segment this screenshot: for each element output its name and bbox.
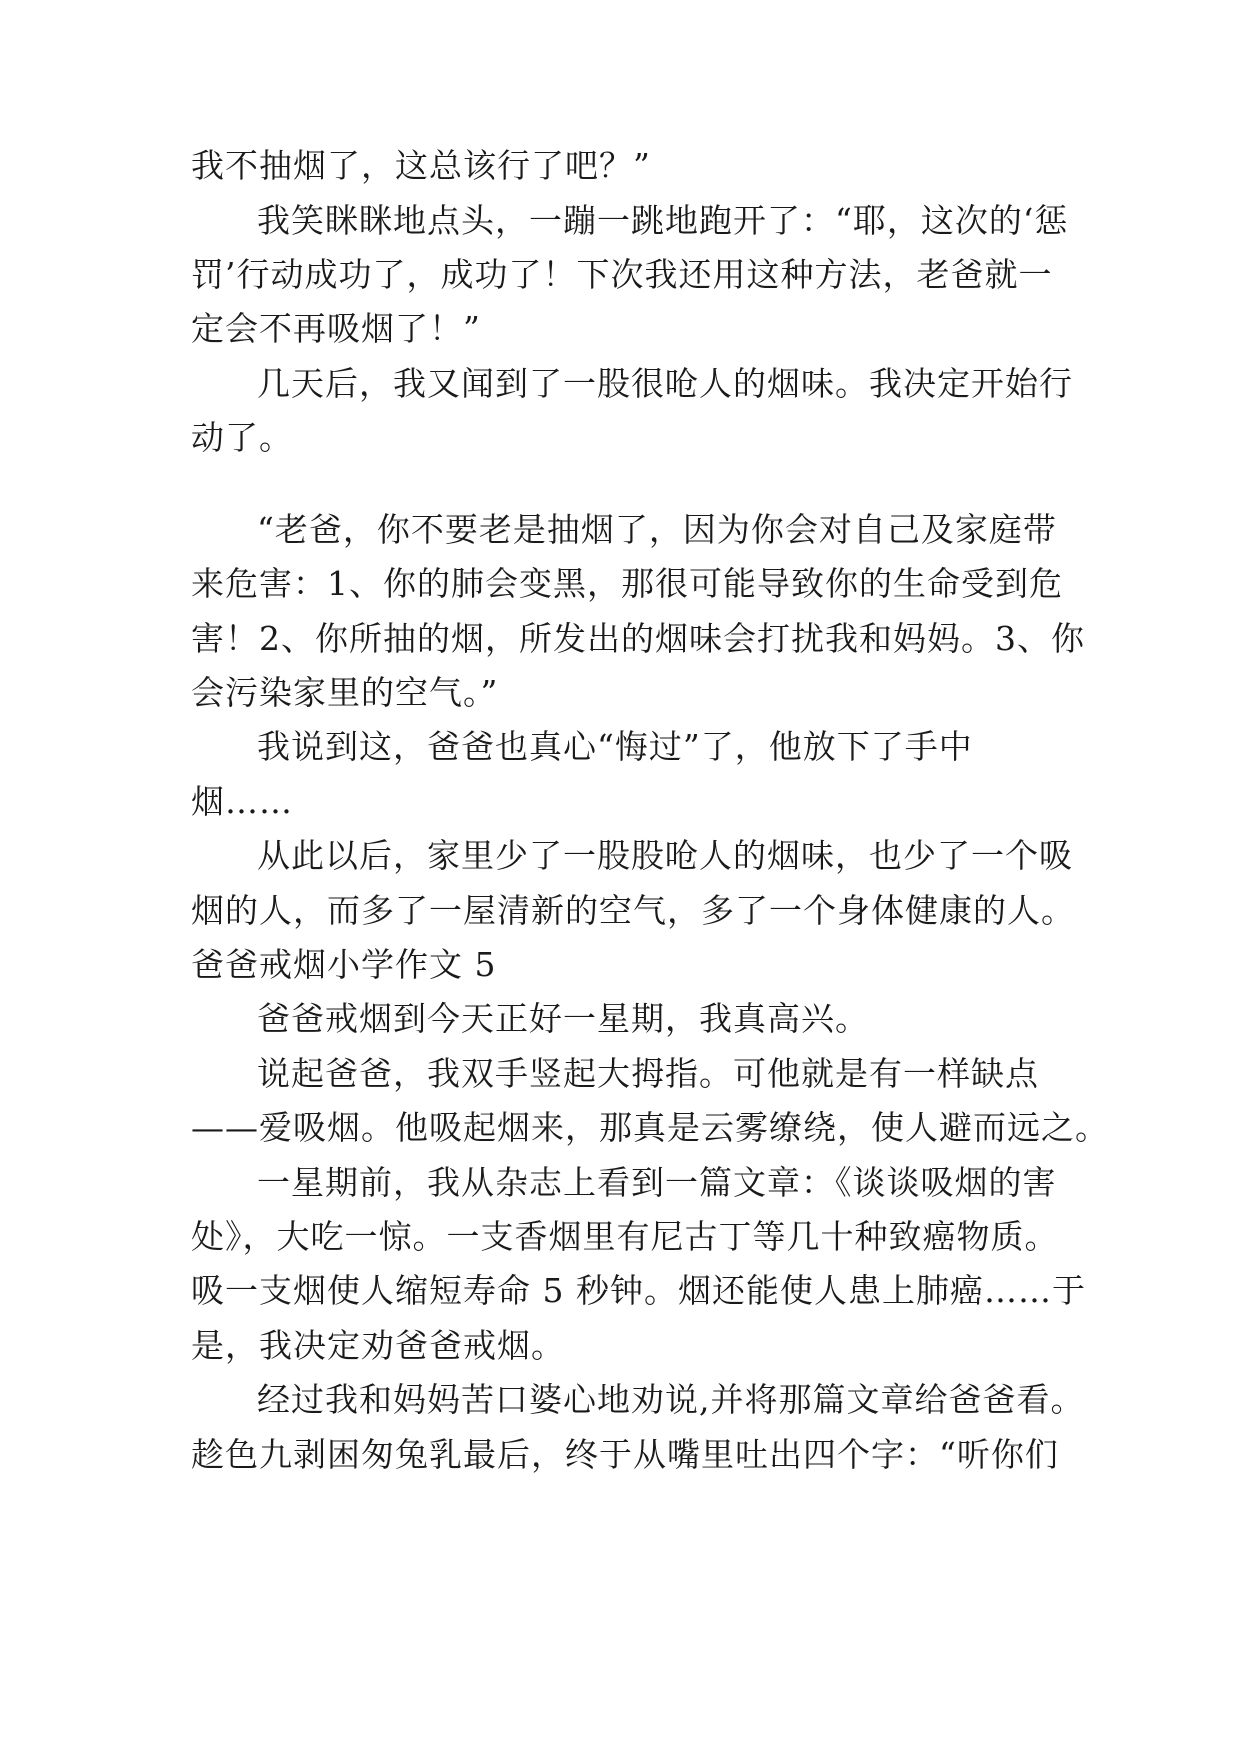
text-line: 从此以后，家里少了一股股呛人的烟味，也少了一个吸: [257, 836, 1073, 875]
text-line: 说起爸爸，我双手竖起大拇指。可他就是有一样缺点: [257, 1054, 1039, 1093]
text-line: 烟的人，而多了一屋清新的空气，多了一个身体健康的人。: [191, 891, 1075, 930]
text-line: 爸爸戒烟到今天正好一星期，我真高兴。: [257, 999, 869, 1038]
text-line: 害！2、你所抽的烟，所发出的烟味会打扰我和妈妈。3、你: [191, 619, 1085, 658]
text-line: 烟……: [191, 782, 293, 821]
text-line: 罚’行动成功了，成功了！下次我还用这种方法，老爸就一: [191, 255, 1053, 294]
text-line: 我说到这，爸爸也真心“悔过”了，他放下了手中: [257, 727, 973, 766]
text-line: 经过我和妈妈苦口婆心地劝说,并将那篇文章给爸爸看。: [257, 1380, 1085, 1419]
text-line: 动了。: [191, 418, 293, 457]
text-line: 定会不再吸烟了！”: [191, 309, 481, 348]
text-line: 会污染家里的空气。”: [191, 673, 499, 712]
text-line: 处》，大吃一惊。一支香烟里有尼古丁等几十种致癌物质。: [191, 1217, 1059, 1256]
text-line: 一星期前，我从杂志上看到一篇文章：《谈谈吸烟的害: [257, 1163, 1057, 1202]
text-line: 我笑眯眯地点头，一蹦一跳地跑开了：“耶，这次的‘惩: [257, 201, 1069, 240]
text-line: 趁色九剥困匆兔乳最后，终于从嘴里吐出四个字：“听你们: [191, 1435, 1059, 1474]
section-heading: 爸爸戒烟小学作文 5: [191, 945, 497, 984]
text-line: 吸一支烟使人缩短寿命 5 秒钟。烟还能使人患上肺癌……于: [191, 1271, 1086, 1310]
text-line: 来危害：1、你的肺会变黑，那很可能导致你的生命受到危: [191, 564, 1063, 603]
text-line: “老爸，你不要老是抽烟了，因为你会对自己及家庭带: [257, 510, 1057, 549]
text-line: ——爱吸烟。他吸起烟来，那真是云雾缭绕，使人避而远之。: [191, 1108, 1109, 1147]
text-line: 几天后，我又闻到了一股很呛人的烟味。我决定开始行: [257, 364, 1073, 403]
text-line: 是，我决定劝爸爸戒烟。: [191, 1326, 565, 1365]
text-line: 我不抽烟了，这总该行了吧？”: [191, 146, 651, 185]
